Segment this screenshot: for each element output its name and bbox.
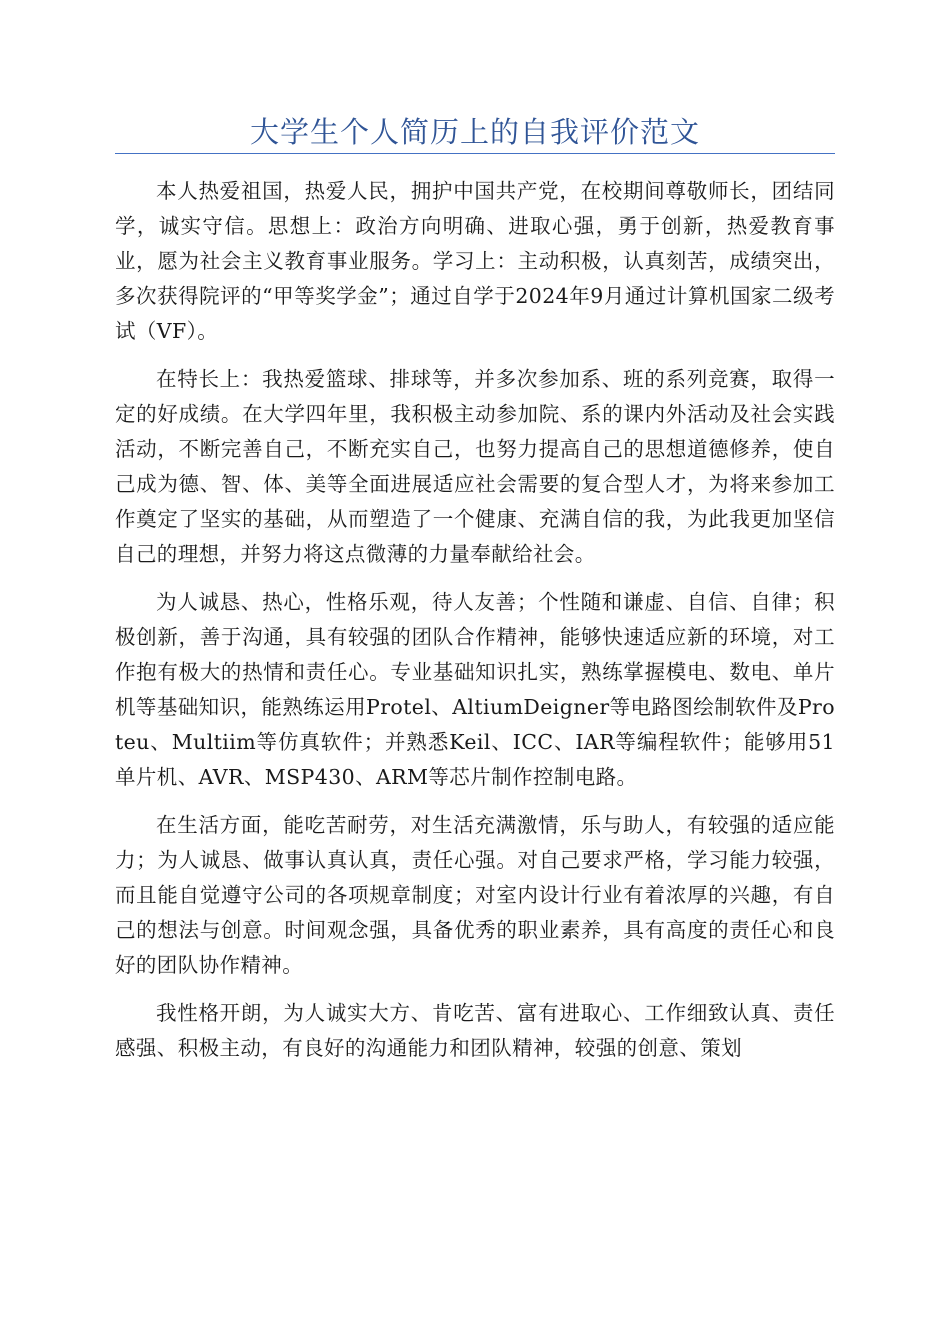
page-title: 大学生个人简历上的自我评价范文 <box>249 115 700 149</box>
paragraph-4: 在生活方面，能吃苦耐劳，对生活充满激情，乐与助人，有较强的适应能力；为人诚恳、做事认真认真，责任心强。对自己要求严格，学习能力较强，而且能自觉遵守公司的各项规章制度；对室内设计行业有着浓厚的兴趣，有自己的想法与创意。时间观念强，具备优秀的职业素养，具有高度的责任心和良好的团队协作精神。 <box>115 813 835 977</box>
paragraph-5: 我性格开朗，为人诚实大方、肯吃苦、富有进取心、工作细致认真、责任感强、积极主动，有良好的沟通能力和团队精神，较强的创意、策划 <box>115 1001 835 1060</box>
paragraph-1: 本人热爱祖国，热爱人民，拥护中国共产党，在校期间尊敬师长，团结同学，诚实守信。思想上：政治方向明确、进取心强，勇于创新，热爱教育事业，愿为社会主义教育事业服务。学习上：主动积极，认真刻苦，成绩突出，多次获得院评的“甲等奖学金”；通过自学于2024年9月通过计算机国家二级考试（VF）。 <box>115 179 835 343</box>
document-body <box>115 174 835 1079</box>
paragraph-3: 为人诚恳、热心，性格乐观，待人友善；个性随和谦虚、自信、自律；积极创新，善于沟通，具有较强的团队合作精神，能够快速适应新的环境，对工作抱有极大的热情和责任心。专业基础知识扎实，熟练掌握模电、数电、单片机等基础知识，能熟练运用Protel、AltiumDeigner等电路图绘制软件及Proteu、Multiim等仿真软件；并熟悉Keil、ICC、IAR等编程软件；能够用51单片机、AVR、MSP430、ARM等芯片制作控制电路。 <box>115 590 835 789</box>
paragraph-2: 在特长上：我热爱篮球、排球等，并多次参加系、班的系列竞赛，取得一定的好成绩。在大学四年里，我积极主动参加院、系的课内外活动及社会实践活动，不断完善自己，不断充实自己，也努力提高自己的思想道德修养，使自己成为德、智、体、美等全面进展适应社会需要的复合型人才，为将来参加工作奠定了坚实的基础，从而塑造了一个健康、充满自信的我，为此我更加坚信自己的理想，并努力将这点微薄的力量奉献给社会。 <box>115 367 835 566</box>
title-underline <box>115 153 835 154</box>
